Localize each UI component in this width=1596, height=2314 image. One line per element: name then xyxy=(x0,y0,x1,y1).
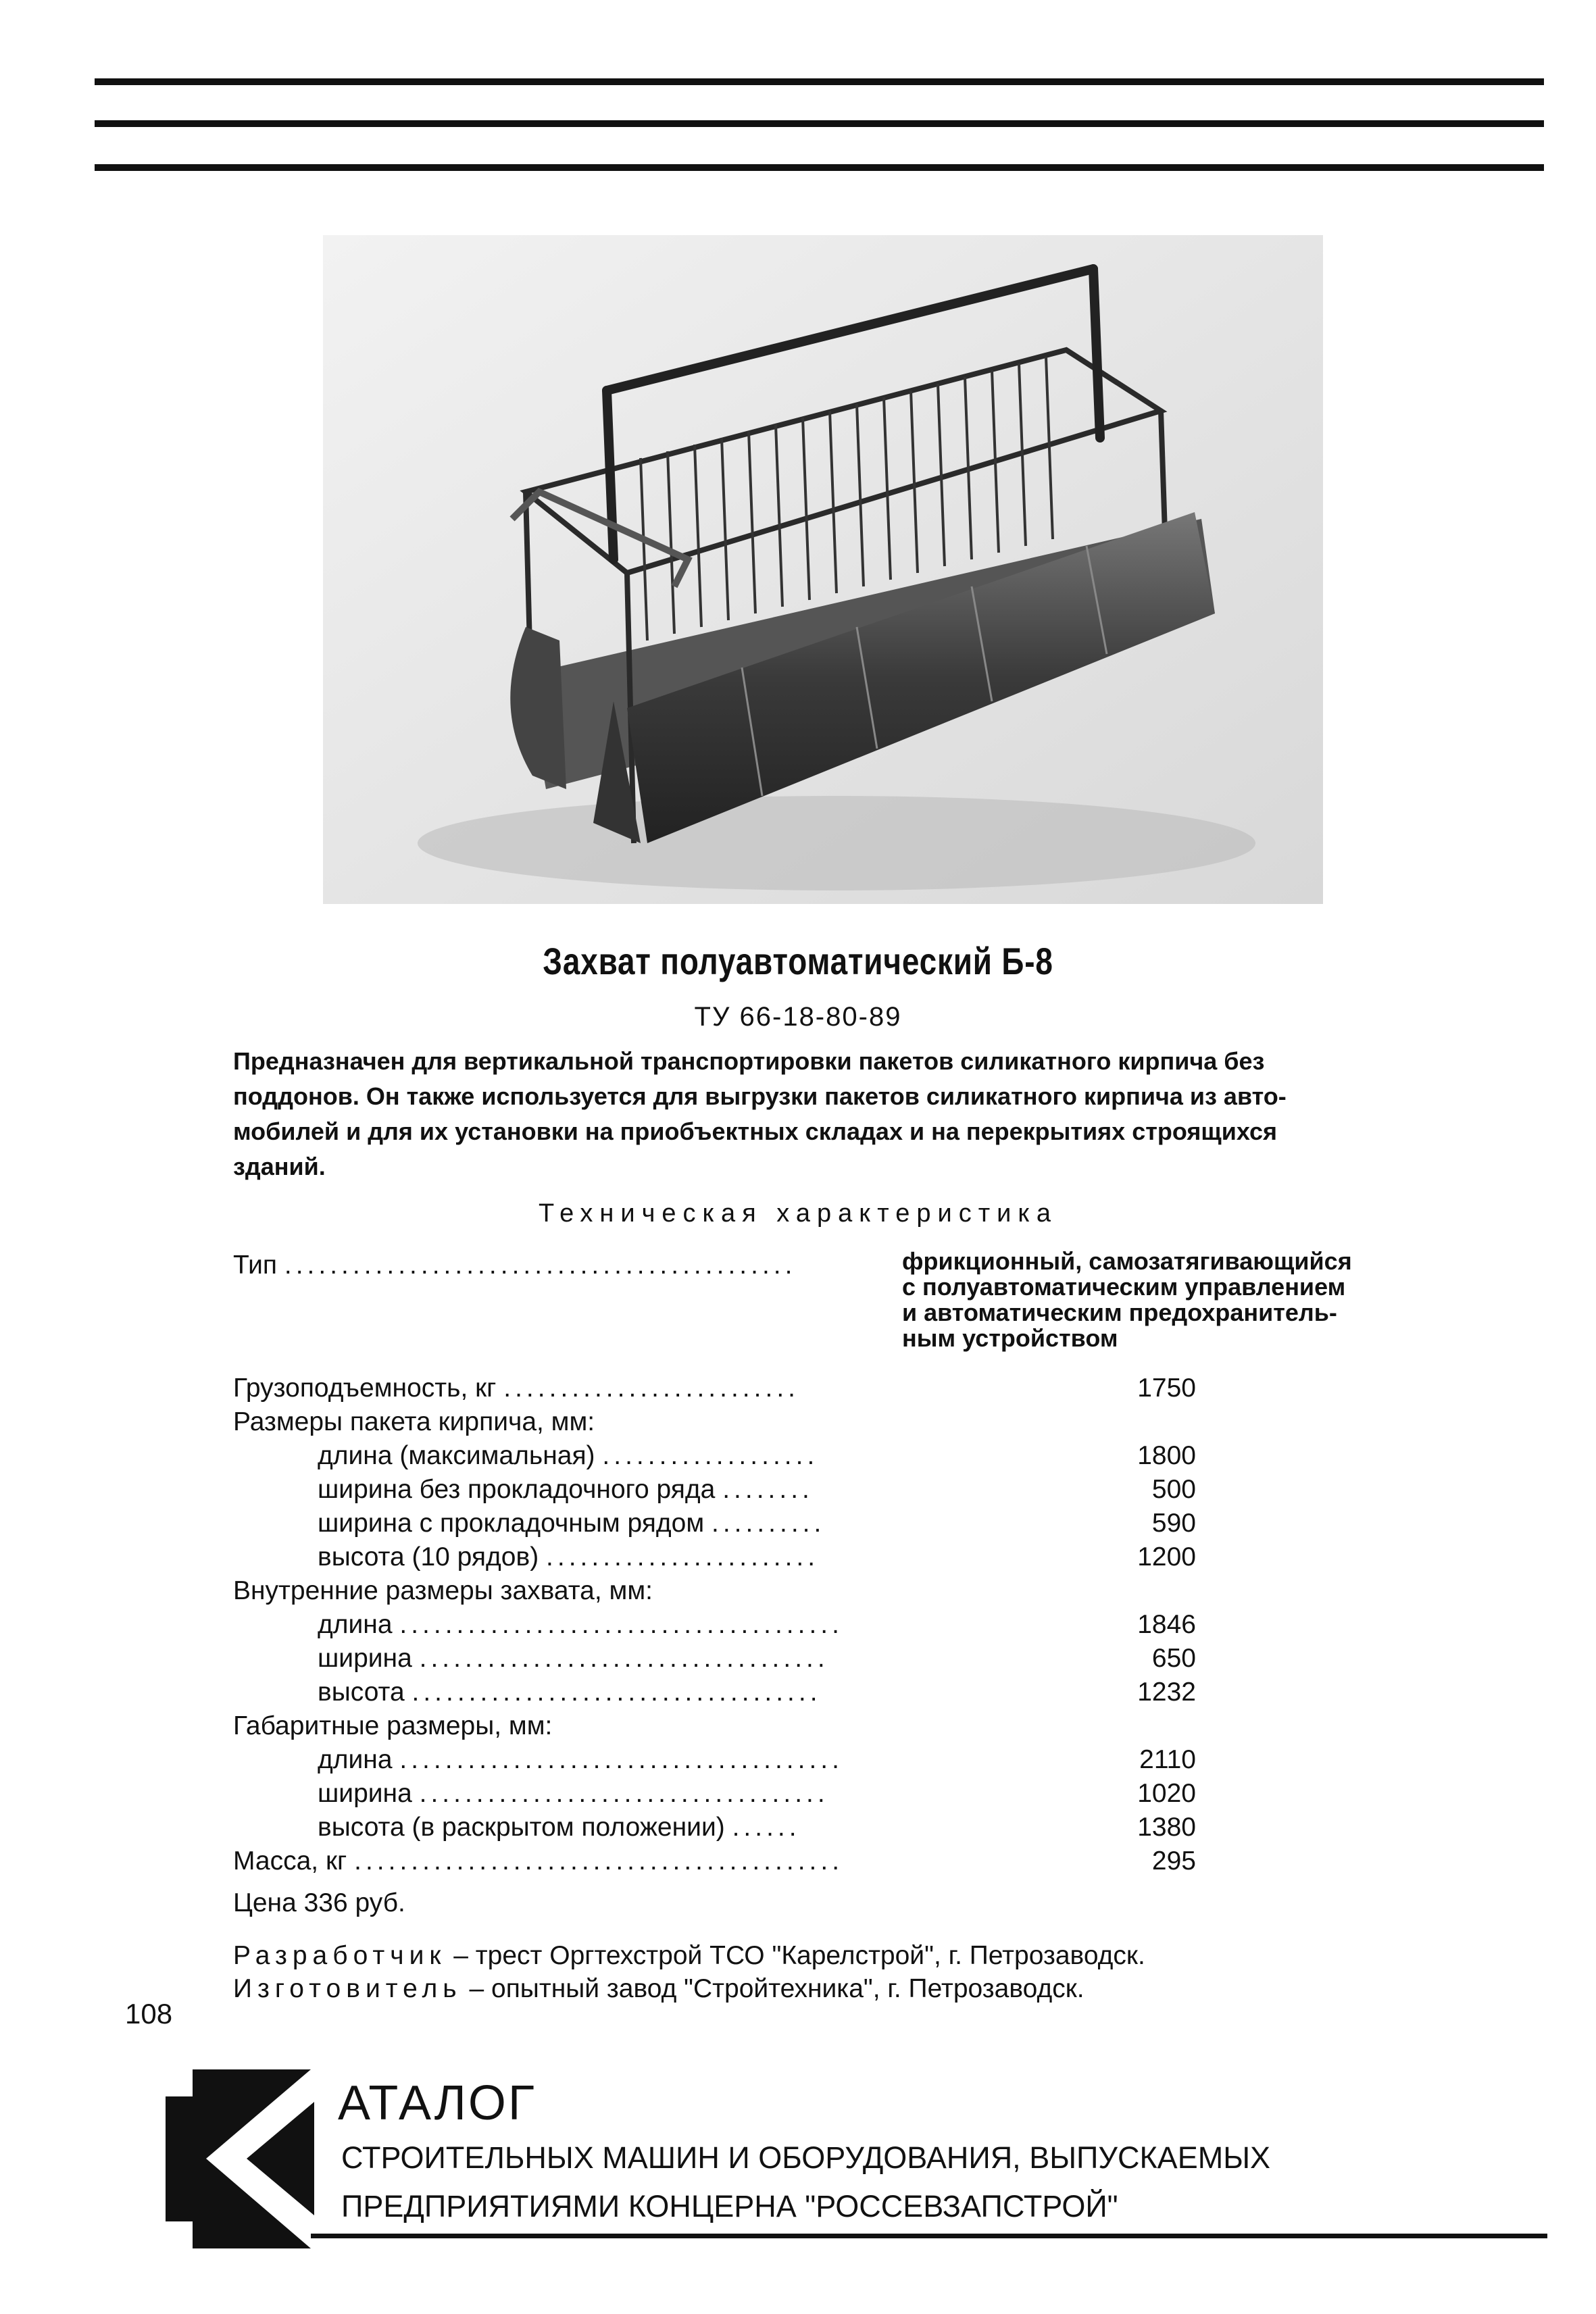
manufacturer-line xyxy=(233,1974,1084,2004)
page-number: 108 xyxy=(125,1998,173,2030)
type-value-line: ным устройством xyxy=(902,1324,1118,1352)
grab-illustration xyxy=(323,235,1323,904)
developer-label: Разработчик xyxy=(233,1941,447,1970)
spec-code: ТУ 66-18-80-89 xyxy=(694,1002,902,1032)
catalog-subtitle-2: ПРЕДПРИЯТИЯМИ КОНЦЕРНА "РОССЕВЗАПСТРОЙ" xyxy=(341,2189,1118,2223)
developer-line xyxy=(233,1941,1145,1971)
catalog-logo-k xyxy=(139,2069,314,2248)
spec-value: 1020 xyxy=(1137,1779,1196,1808)
spec-value: 2110 xyxy=(1139,1745,1196,1774)
description-line: мобилей и для их установки на приобъектных складах и на перекрытиях строящихся xyxy=(233,1117,1278,1145)
developer-text: – трест Оргтехстрой ТСО "Карелстрой", г. Петрозаводск. xyxy=(446,1941,1145,1970)
type-value-line: с полуавтоматическим управлением xyxy=(902,1273,1346,1301)
type-value-line: фрикционный, самозатягивающийся xyxy=(902,1247,1352,1275)
spec-label: Тип ............................................. xyxy=(233,1251,797,1280)
catalog-title: АТАЛОГ xyxy=(338,2076,537,2130)
description-line: зданий. xyxy=(233,1153,326,1180)
product-title: Захват полуавтоматический Б-8 xyxy=(543,940,1053,982)
footer-rule xyxy=(311,2234,1547,2238)
spec-value: 650 xyxy=(1151,1644,1196,1673)
spec-value: 500 xyxy=(1151,1475,1196,1504)
spec-value: 295 xyxy=(1151,1846,1196,1876)
product-photo xyxy=(323,235,1323,904)
spec-value: 1750 xyxy=(1137,1374,1196,1403)
catalog-subtitle-1: СТРОИТЕЛЬНЫХ МАШИН И ОБОРУДОВАНИЯ, ВЫПУСКАЕМЫХ xyxy=(341,2140,1271,2175)
manufacturer-text: – опытный завод "Стройтехника", г. Петрозаводск. xyxy=(462,1974,1084,2003)
spec-value: 1380 xyxy=(1137,1813,1196,1842)
spec-value: 1232 xyxy=(1137,1678,1196,1707)
spec-value: 590 xyxy=(1151,1509,1196,1538)
spec-value: 1800 xyxy=(1137,1441,1196,1470)
manufacturer-label: Изготовитель xyxy=(233,1974,462,2003)
type-value-line: и автоматическим предохранитель- xyxy=(902,1299,1337,1326)
price: Цена 336 руб. xyxy=(233,1888,405,1917)
spec-value: 1846 xyxy=(1137,1610,1196,1639)
tech-heading: Техническая характеристика xyxy=(539,1199,1057,1228)
header-rule-2 xyxy=(95,120,1544,127)
header-rule-1 xyxy=(95,78,1544,85)
product-description xyxy=(233,1044,1476,1184)
description-line: поддонов. Он также используется для выгрузки пакетов силикатного кирпича из авто- xyxy=(233,1082,1287,1110)
description-line: Предназначен для вертикальной транспортировки пакетов силикатного кирпича без xyxy=(233,1047,1265,1075)
spec-value: 1200 xyxy=(1137,1542,1196,1571)
header-rule-3 xyxy=(95,164,1544,171)
spec-type-value xyxy=(902,1249,1352,1351)
